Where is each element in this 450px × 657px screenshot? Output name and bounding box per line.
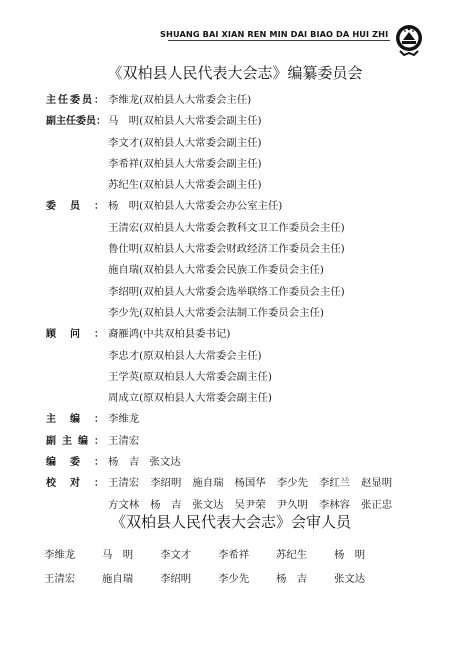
proofreader-name: 赵显明 <box>361 477 393 490</box>
reviewer-name: 杨 吉 <box>276 573 308 585</box>
reviewer-name: 马 明 <box>102 549 134 561</box>
reviewer-list <box>44 546 424 594</box>
proofreader-name: 张文达 <box>192 498 224 511</box>
reviewer-row <box>44 570 424 594</box>
proofreader-name: 李林容 <box>318 498 351 511</box>
member-entry: 周成立(原双柏县人大常委会副主任) <box>108 392 272 405</box>
reviewer-row <box>44 546 424 570</box>
running-header: SHUANG BAI XIAN REN MIN DAI BIAO DA HUI ZHI <box>160 29 389 39</box>
member-entry: 苏纪生(双柏县人大常委会副主任) <box>108 179 262 192</box>
member-entry: 李忠才(原双柏县人大常委会主任) <box>108 349 262 362</box>
proofreader-name: 李红兰 <box>318 477 351 490</box>
member-entry: 李希祥(双柏县人大常委会副主任) <box>108 157 262 170</box>
reviewer-name: 施自瑞 <box>102 573 134 585</box>
proofreader-name: 王清宏 <box>108 477 140 490</box>
committee-title: 《双柏县人民代表大会志》编纂委员会 <box>107 64 363 82</box>
roster-row <box>46 91 426 112</box>
roster-row <box>46 368 426 389</box>
role-label: 主 编 ： <box>46 414 104 426</box>
member-entry: 裔雁鸿(中共双柏县委书记) <box>108 328 231 341</box>
proofreader-names <box>108 496 392 511</box>
roster-row <box>46 283 426 304</box>
role-label: 校 对 ： <box>46 478 104 490</box>
roster-row <box>46 432 426 453</box>
reviewer-name: 李维龙 <box>44 549 76 561</box>
role-label: 编 委 ： <box>46 457 104 469</box>
proofreader-name: 张正忠 <box>361 498 393 511</box>
reviewer-name: 李少先 <box>218 573 250 585</box>
roster-row <box>46 134 426 155</box>
roster-row <box>46 325 426 346</box>
roster-row <box>46 453 426 474</box>
proofreader-name: 杨国华 <box>234 477 266 490</box>
member-entry: 李维龙 <box>108 413 140 426</box>
roster-row <box>46 410 426 431</box>
member-entry: 李维龙(双柏县人大常委会主任) <box>108 94 252 106</box>
member-entry: 施自瑞(双柏县人大常委会民族工作委员会主任) <box>108 264 324 277</box>
roster-row <box>46 474 426 495</box>
role-label: 副 主 编 ： <box>46 435 104 447</box>
proofreader-name: 方文林 <box>108 498 140 511</box>
member-entry: 杨 明(双柏县人大常委会办公室主任) <box>108 200 283 213</box>
review-title: 《双柏县人民代表大会志》会审人员 <box>110 513 351 531</box>
proofreader-name: 施自瑞 <box>192 477 224 490</box>
national-emblem-icon <box>394 18 424 60</box>
member-entry: 王清宏 <box>108 434 140 447</box>
member-entry: 马 明(双柏县人大常委会副主任) <box>108 115 262 128</box>
proofreader-name: 吴尹荣 <box>234 498 266 511</box>
member-entry: 杨 吉 张文达 <box>108 456 181 469</box>
committee-roster <box>46 91 426 517</box>
role-label: 副 主 任 委 员 ： <box>46 116 106 128</box>
member-entry: 李文才(双柏县人大常委会副主任) <box>108 136 262 149</box>
roster-row <box>46 240 426 261</box>
proofreader-name: 尹久明 <box>276 498 308 511</box>
member-entry: 鲁仕明(双柏县人大常委会财政经济工作委员会主任) <box>108 243 345 256</box>
roster-row <box>46 261 426 282</box>
role-label: 顾 问 ： <box>46 329 104 341</box>
roster-row <box>46 389 426 410</box>
member-entry: 王学英(原双柏县人大常委会副主任) <box>108 370 272 383</box>
roster-row <box>46 176 426 197</box>
reviewer-name: 李希祥 <box>218 549 250 561</box>
member-entry: 王清宏(双柏县人大常委会教科文卫工作委员会主任) <box>108 221 345 234</box>
reviewer-name: 王清宏 <box>44 573 76 585</box>
roster-row <box>46 347 426 368</box>
reviewer-name: 李文才 <box>160 549 192 561</box>
reviewer-name: 张文达 <box>334 573 366 585</box>
roster-row <box>46 219 426 240</box>
reviewer-name: 苏纪生 <box>276 549 308 561</box>
roster-row <box>46 155 426 176</box>
proofreader-name: 杨 吉 <box>150 498 182 511</box>
role-label: 主 任 委 员 ： <box>46 95 104 106</box>
roster-row <box>46 112 426 133</box>
proofreader-names <box>108 474 392 489</box>
roster-row <box>46 304 426 325</box>
member-entry: 李少先(双柏县人大常委会法制工作委员会主任) <box>108 306 324 319</box>
reviewer-name: 杨 明 <box>334 549 366 561</box>
reviewer-name: 李绍明 <box>160 573 192 585</box>
proofreader-name: 李少先 <box>276 477 308 490</box>
header-rule <box>168 40 390 41</box>
role-label: 委 员 ： <box>46 201 104 213</box>
proofreader-name: 李绍明 <box>150 477 182 490</box>
roster-row <box>46 197 426 218</box>
member-entry: 李绍明(双柏县人大常委会选举联络工作委员会主任) <box>108 285 345 298</box>
